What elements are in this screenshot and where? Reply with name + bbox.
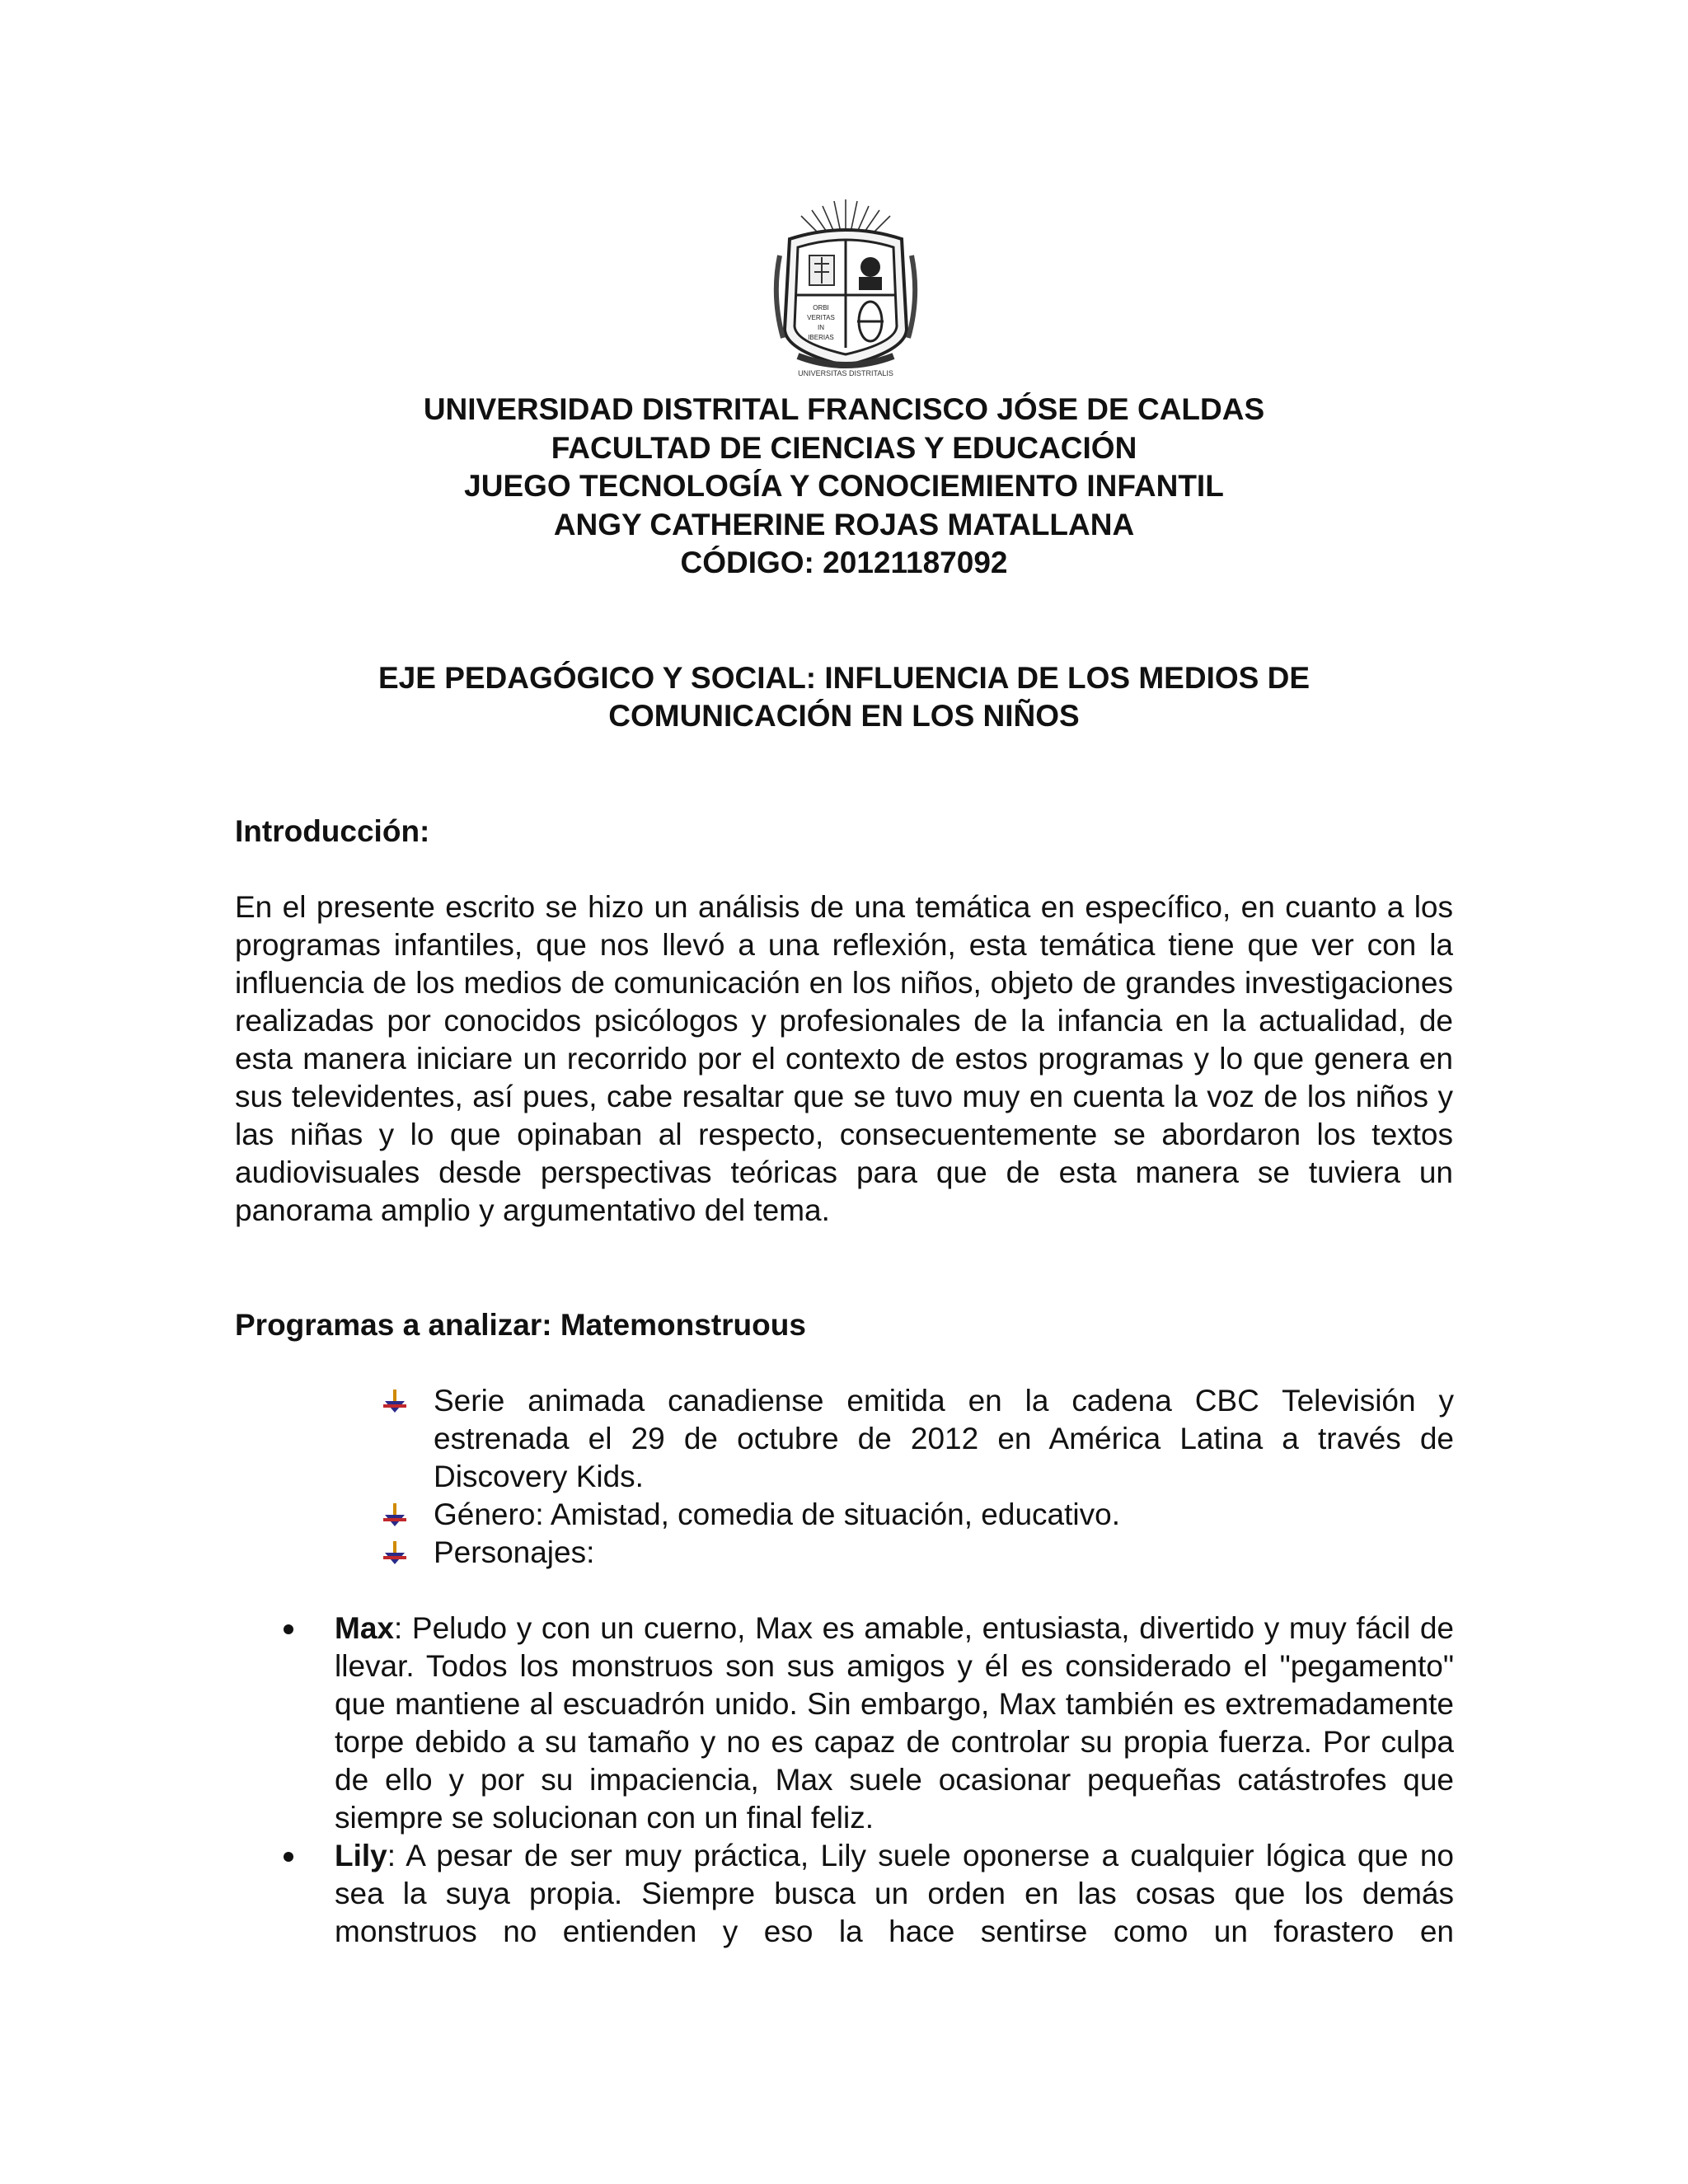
list-item: Personajes: [381,1534,1454,1572]
intro-heading: Introducción: [235,814,430,848]
faculty-name: FACULTAD DE CIENCIAS Y EDUCACIÓN [551,430,1137,465]
document-header [0,391,1688,583]
author-name: ANGY CATHERINE ROJAS MATALLANA [553,507,1135,541]
bullet-dot-icon [284,1624,293,1634]
list-item: Género: Amistad, comedia de situación, educativo. [381,1496,1454,1534]
topic-line-2: COMUNICACIÓN EN LOS NIÑOS [608,699,1080,733]
topic-line-1: EJE PEDAGÓGICO Y SOCIAL: INFLUENCIA DE LOS MEDIOS DE [377,661,1311,695]
svg-text:IBERIAS: IBERIAS [808,334,834,341]
arrow-bullet-icon [381,1502,409,1530]
list-item [279,1610,1454,1837]
university-name: UNIVERSIDAD DISTRITAL FRANCISCO JÓSE DE CALDAS [423,392,1265,426]
list-item: Serie animada canadiense emitida en la cadena CBC Televisión y estrenada el 29 de octubre de 2012 en América Latina a través de Discovery Kids. [381,1382,1454,1496]
program-facts-list [381,1382,1454,1572]
course-name: JUEGO TECNOLOGÍA Y CONOCIEMIENTO INFANTIL [464,469,1224,503]
university-seal-icon [765,198,926,379]
svg-text:IN: IN [818,324,824,331]
svg-text:UNIVERSITAS DISTRITALIS: UNIVERSITAS DISTRITALIS [798,369,893,377]
list-item [279,1837,1454,1951]
document-topic [0,659,1688,735]
svg-text:ORBI: ORBI [813,304,829,312]
character-name: Max [335,1611,394,1645]
student-code: CÓDIGO: 20121187092 [680,546,1008,579]
bullet-dot-icon [284,1852,293,1862]
svg-text:VERITAS: VERITAS [807,314,835,321]
character-description: : Peludo y con un cuerno, Max es amable, entusiasta, divertido y muy fácil de llevar. Todos los monstruos son sus amigos y él es considerado el "pegamento" que mantiene al escuadrón unido. Sin embargo, Max también es extremadamente torpe debido a su tamaño y no es capaz de controlar su propia fuerza. Por culpa de ello y por su impaciencia, Max suele ocasionar pequeñas catástrofes que siempre se solucionan con un final feliz. [335,1611,1454,1835]
character-description: : A pesar de ser muy práctica, Lily suele oponerse a cualquier lógica que no sea la suya propia. Siempre busca un orden en las cosas que los demás monstruos no entienden y eso la hace sentirse como un forastero en [335,1839,1454,1948]
arrow-bullet-icon [381,1540,409,1568]
character-name: Lily [335,1839,387,1872]
programs-heading: Programas a analizar: Matemonstruous [235,1308,806,1342]
arrow-bullet-icon [381,1388,409,1416]
intro-paragraph: En el presente escrito se hizo un análisis de una temática en específico, en cuanto a los programas infantiles, que nos llevó a una reflexión, esta temática tiene que ver con la influencia de los medios de comunicación en los niños, objeto de grandes investigaciones realizadas por conocidos psicólogos y profesionales de la infancia en la actualidad, de esta manera iniciare un recorrido por el contexto de estos programas y lo que genera en sus televidentes, así pues, cabe resaltar que se tuvo muy en cuenta la voz de los niños y las niñas y lo que opinaban al respecto, consecuentemente se abordaron los textos audiovisuales desde perspectivas teóricas para que de esta manera se tuviera un panorama amplio y argumentativo del tema. [235,890,1453,1227]
characters-list [279,1610,1454,1951]
